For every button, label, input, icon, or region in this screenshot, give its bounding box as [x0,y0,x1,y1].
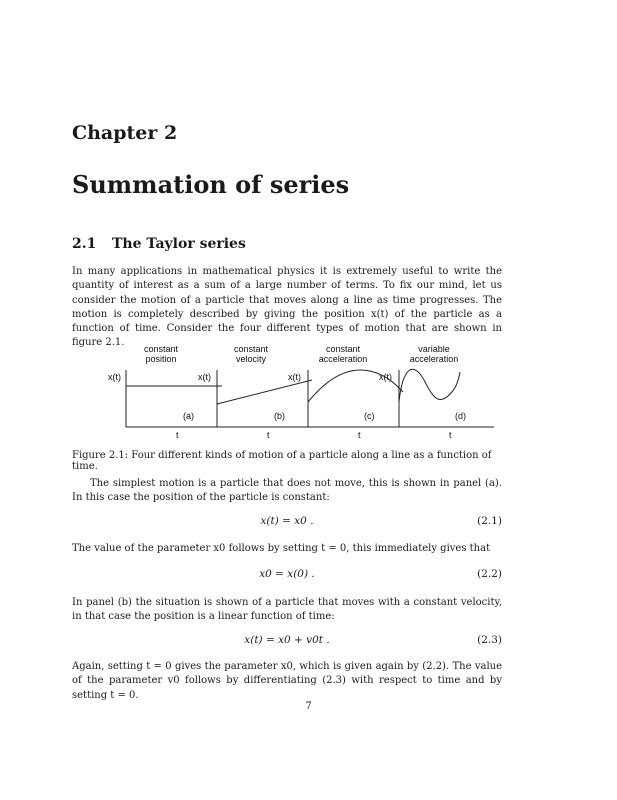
panel-b [198,344,312,440]
panel-c-label: (c) [364,411,375,421]
paragraph-panel-a: The simplest motion is a particle that does not move, this is shown in panel (a). In this case the position of the particle is constant: [72,478,502,504]
panel-d-axes [399,370,494,427]
panel-d-title-line2: acceleration [409,354,459,364]
panel-c-title-line2: acceleration [318,354,368,364]
panel-b-ylabel: x(t) [198,372,211,382]
figure-motion-panels [72,340,512,445]
panel-c-xlabel: t [358,430,361,440]
panel-a-xlabel: t [176,430,179,440]
paragraph-panel-b: In panel (b) the situation is shown of a particle that moves with a constant velocity, in that case the position is a linear function of time: [72,597,502,623]
panel-d [379,344,494,440]
panel-d-label: (d) [455,411,466,421]
panel-d-xlabel: t [449,430,452,440]
panel-c-ylabel: x(t) [288,372,301,382]
section-title: The Taylor series [112,236,246,252]
equation-2-3-expr: x(t) = x0 + v0t . [244,634,330,646]
chapter-heading: Chapter 2 [72,122,178,144]
paragraph-x0: The value of the parameter x0 follows by setting t = 0, this immediately gives that [72,543,491,554]
equation-2-1 [72,515,502,531]
panel-b-label: (b) [274,411,285,421]
page-number: 7 [305,701,312,712]
equation-2-2-expr: x0 = x(0) . [259,568,315,580]
section-number: 2.1 [72,236,97,252]
panel-b-xlabel: t [267,430,270,440]
panel-b-curve [217,380,312,404]
panel-a-label: (a) [183,411,194,421]
intro-paragraph: In many applications in mathematical physics it is extremely useful to write the quantity of interest as a sum of a large number of terms. To fix our mind, let us consider the motion of a particle that moves along a line as time progresses. The motion is completely described by giving the position x(t) of the particle as a function of time. Consider the four different types of motion that are shown in figure 2.1. [72,266,502,349]
panel-d-ylabel: x(t) [379,372,392,382]
figure-caption: Figure 2.1: Four different kinds of motion of a particle along a line as a function of time. [72,450,492,472]
panel-d-title-line1: variable [418,344,450,354]
equation-2-3-tag: (2.3) [477,634,502,646]
equation-2-1-expr: x(t) = x0 . [260,515,314,527]
equation-2-2-tag: (2.2) [477,568,502,580]
equation-2-3 [72,634,502,650]
panel-c-title-line1: constant [325,344,361,354]
panel-d-curve [399,369,460,402]
panel-a-title-line2: position [145,354,177,364]
panel-c [288,344,403,440]
paragraph-v0: Again, setting t = 0 gives the parameter x0, which is given again by (2.2). The value of the parameter v0 follows by differentiating (2.3) with respect to time and by setting t = 0. [72,661,502,701]
panel-b-title-line2: velocity [235,354,267,364]
equation-2-2 [72,568,502,584]
panel-a-title-line1: constant [143,344,179,354]
panel-a-ylabel: x(t) [108,372,121,382]
panel-a [108,344,222,440]
section-heading [72,236,246,252]
panel-b-title-line1: constant [233,344,269,354]
chapter-title: Summation of series [72,170,350,199]
equation-2-1-tag: (2.1) [477,515,502,527]
